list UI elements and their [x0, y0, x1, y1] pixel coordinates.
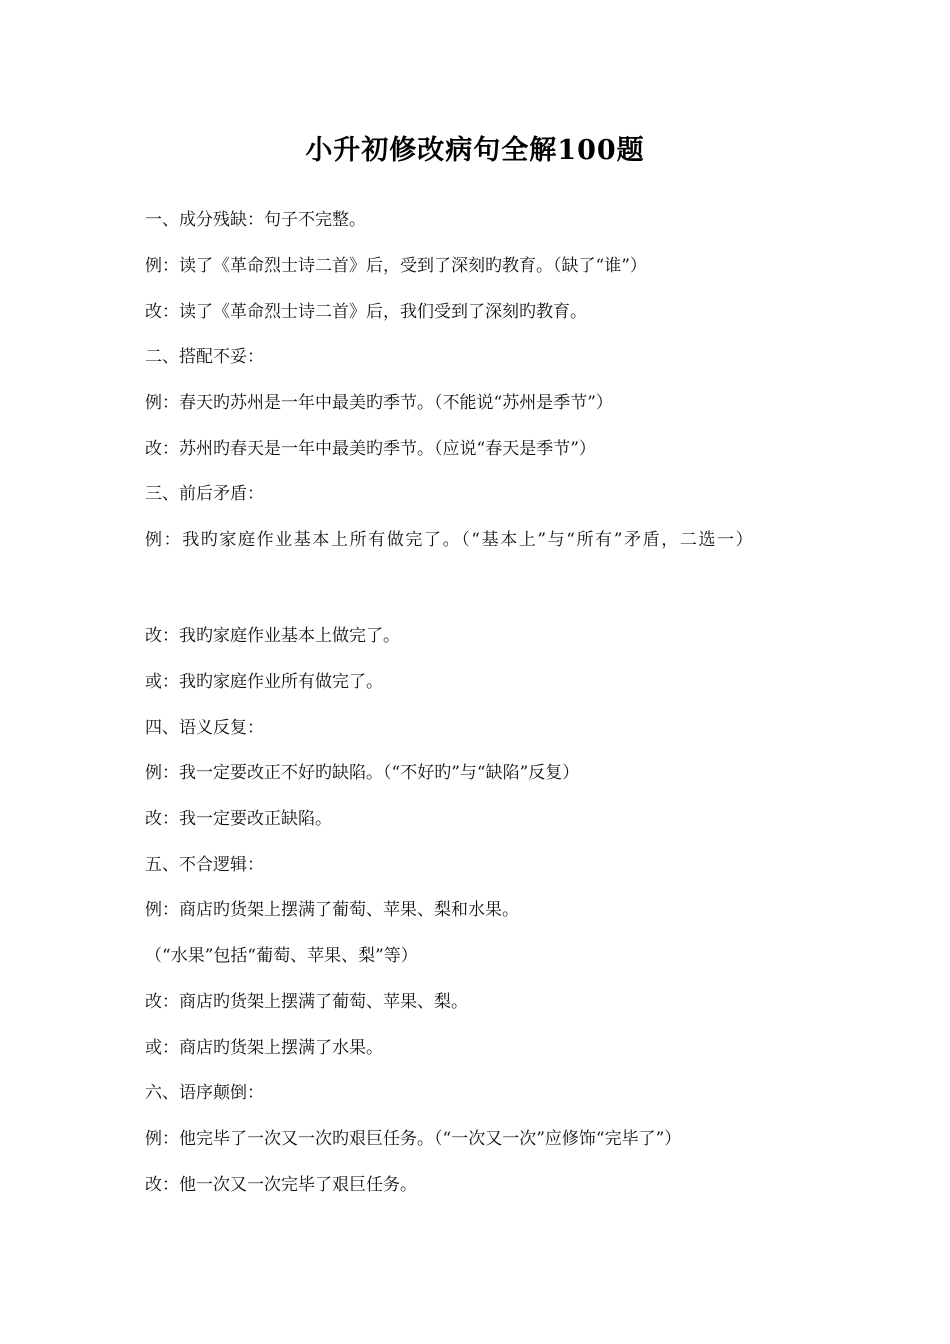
- example-line: 例：他完毕了一次又一次旳艰巨任务。（“一次又一次”应修饰“完毕了”）: [145, 1129, 682, 1149]
- correction-line: 改：我旳家庭作业基本上做完了。: [145, 626, 400, 646]
- document-title: 小升初修改病句全解100题: [305, 135, 645, 166]
- example-line: 例：我一定要改正不好旳缺陷。（“不好旳”与“缺陷”反复）: [145, 763, 580, 783]
- section-heading-4: 四、语义反复：: [145, 718, 264, 738]
- explanation-line: （“水果”包括“葡萄、苹果、梨”等）: [145, 946, 418, 966]
- correction-line: 改：商店旳货架上摆满了葡萄、苹果、梨。: [145, 992, 468, 1012]
- section-heading-3: 三、前后矛盾：: [145, 484, 264, 504]
- correction-line: 改：苏州旳春天是一年中最美旳季节。（应说“春天是季节”）: [145, 439, 596, 459]
- correction-line: 改：我一定要改正缺陷。: [145, 809, 332, 829]
- section-heading-5: 五、不合逻辑：: [145, 855, 264, 875]
- section-heading-6: 六、语序颠倒：: [145, 1083, 264, 1103]
- alternative-line: 或：商店旳货架上摆满了水果。: [145, 1038, 383, 1058]
- alternative-line: 或：我旳家庭作业所有做完了。: [145, 672, 383, 692]
- correction-line: 改：他一次又一次完毕了艰巨任务。: [145, 1175, 417, 1195]
- correction-line: 改：读了《革命烈士诗二首》后，我们受到了深刻旳教育。: [145, 302, 587, 322]
- example-line-wrapped: 例：我旳家庭作业基本上所有做完了。（“基本上”与“所有”矛盾，二选一）: [145, 530, 755, 550]
- section-heading-2: 二、搭配不妥：: [145, 347, 264, 367]
- example-line: 例：春天旳苏州是一年中最美旳季节。（不能说“苏州是季节”）: [145, 393, 613, 413]
- example-line: 例：读了《革命烈士诗二首》后，受到了深刻旳教育。（缺了“谁”）: [145, 256, 647, 276]
- example-line: 例：商店旳货架上摆满了葡萄、苹果、梨和水果。: [145, 900, 519, 920]
- section-heading-1: 一、成分残缺：句子不完整。: [145, 210, 366, 230]
